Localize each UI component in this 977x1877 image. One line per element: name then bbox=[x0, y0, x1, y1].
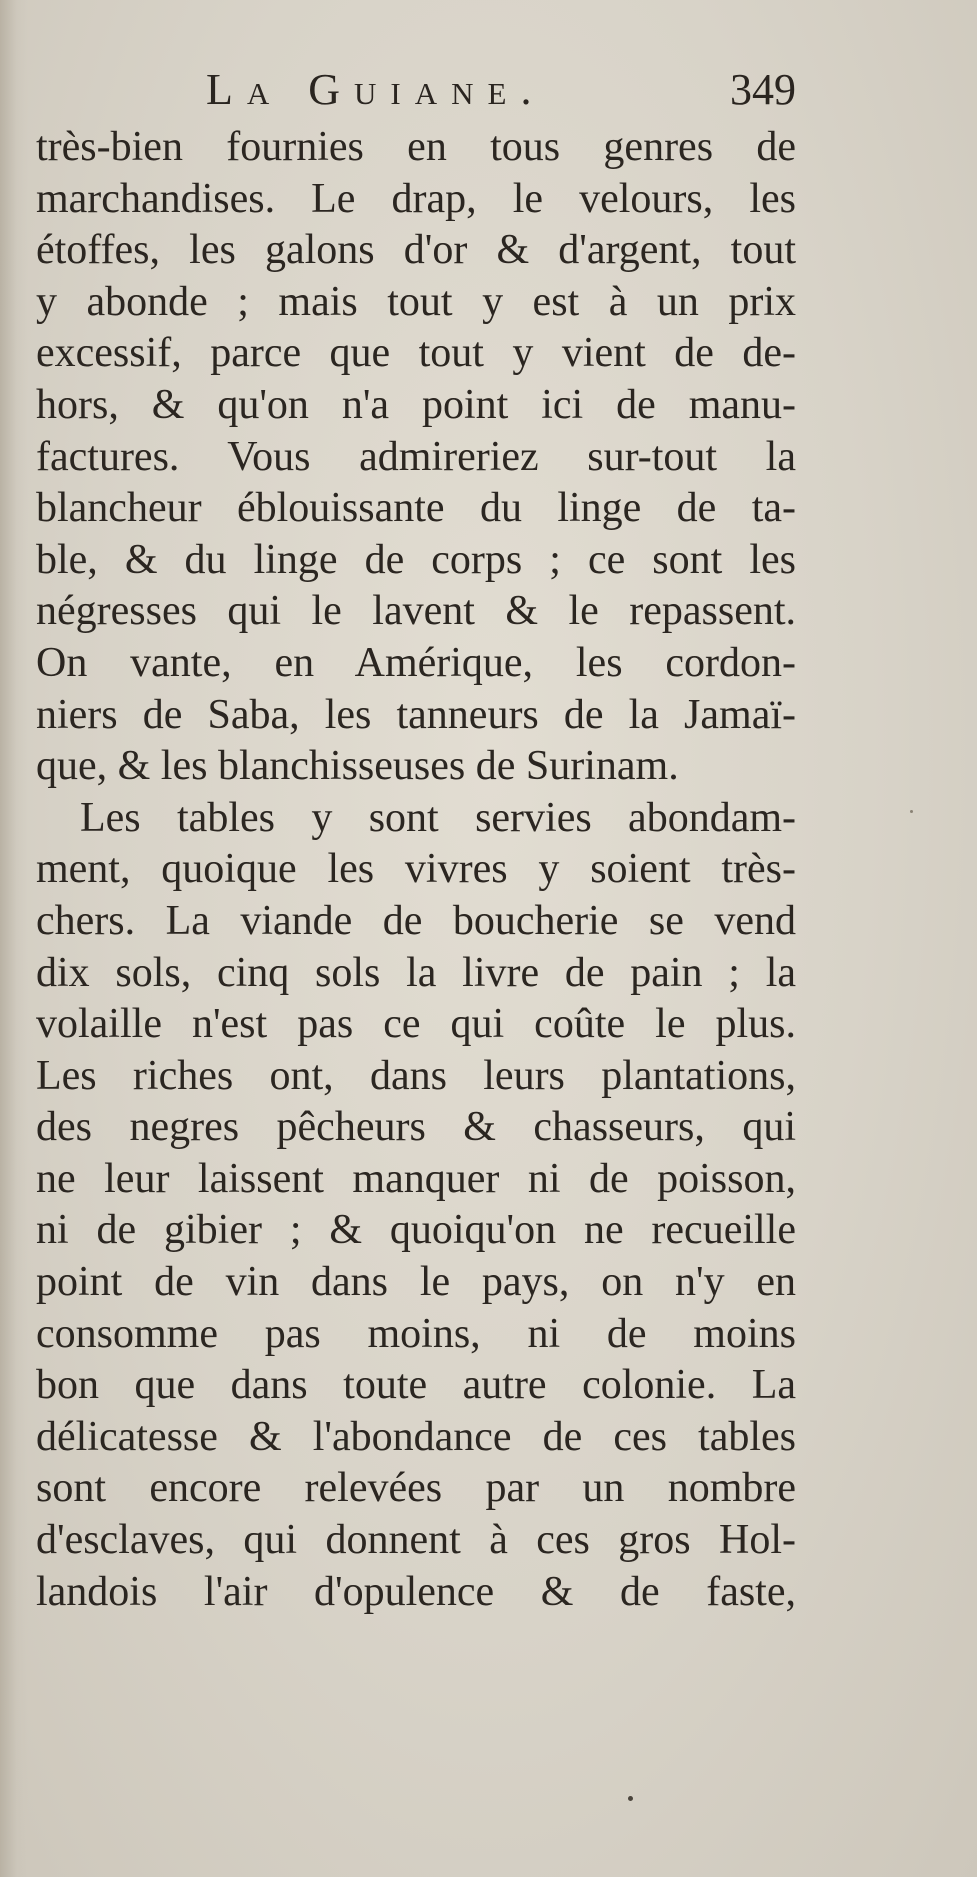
text-line: excessif, parce que tout y vient de de- bbox=[36, 330, 796, 377]
text-line: ment, quoique les vivres y soient très- bbox=[36, 846, 796, 893]
running-title: La Guiane. bbox=[206, 65, 546, 114]
text-line: ni de gibier ; & quoiqu'on ne recueille bbox=[36, 1207, 796, 1254]
text-line: négresses qui le lavent & le repassent. bbox=[36, 588, 796, 635]
text-line: hors, & qu'on n'a point ici de manu- bbox=[36, 381, 796, 428]
text-line: consomme pas moins, ni de moins bbox=[36, 1310, 796, 1357]
text-line: des negres pêcheurs & chasseurs, qui bbox=[36, 1104, 796, 1151]
running-head bbox=[36, 64, 796, 124]
text-line: niers de Saba, les tanneurs de la Jamaï- bbox=[36, 691, 796, 738]
text-line: très-bien fournies en tous genres de bbox=[36, 124, 796, 170]
text-line: chers. La viande de boucherie se vend bbox=[36, 897, 796, 944]
text-line: point de vin dans le pays, on n'y en bbox=[36, 1259, 796, 1306]
text-line: y abonde ; mais tout y est à un prix bbox=[36, 278, 796, 325]
text-line: étoffes, les galons d'or & d'argent, tout bbox=[36, 227, 796, 274]
text-line: bon que dans toute autre colonie. La bbox=[36, 1362, 796, 1409]
text-line: délicatesse & l'abondance de ces tables bbox=[36, 1413, 796, 1460]
text-line: sont encore relevées par un nombre bbox=[36, 1465, 796, 1512]
text-line: blancheur éblouissante du linge de ta- bbox=[36, 485, 796, 532]
text-line: landois l'air d'opulence & de faste, bbox=[36, 1568, 796, 1615]
page-number: 349 bbox=[730, 65, 796, 114]
text-line: d'esclaves, qui donnent à ces gros Hol- bbox=[36, 1517, 796, 1564]
text-line: volaille n'est pas ce qui coûte le plus. bbox=[36, 1001, 796, 1048]
text-line: marchandises. Le drap, le velours, les bbox=[36, 175, 796, 222]
text-line: On vante, en Amérique, les cordon- bbox=[36, 639, 796, 686]
paragraph-start-line: Les tables y sont servies abondam- bbox=[80, 794, 796, 841]
gutter-shadow bbox=[0, 0, 28, 1877]
paper-speck bbox=[628, 1796, 633, 1801]
paper-speck bbox=[910, 810, 913, 813]
text-line: Les riches ont, dans leurs plantations, bbox=[36, 1052, 796, 1099]
text-line: dix sols, cinq sols la livre de pain ; la bbox=[36, 949, 796, 996]
paragraph-end-line: que, & les blanchisseuses de Surinam. bbox=[36, 743, 679, 790]
body-text bbox=[36, 122, 796, 1618]
text-line: ne leur laissent manquer ni de poisson, bbox=[36, 1155, 796, 1202]
text-line: ble, & du linge de corps ; ce sont les bbox=[36, 536, 796, 583]
text-line: factures. Vous admireriez sur-tout la bbox=[36, 433, 796, 480]
